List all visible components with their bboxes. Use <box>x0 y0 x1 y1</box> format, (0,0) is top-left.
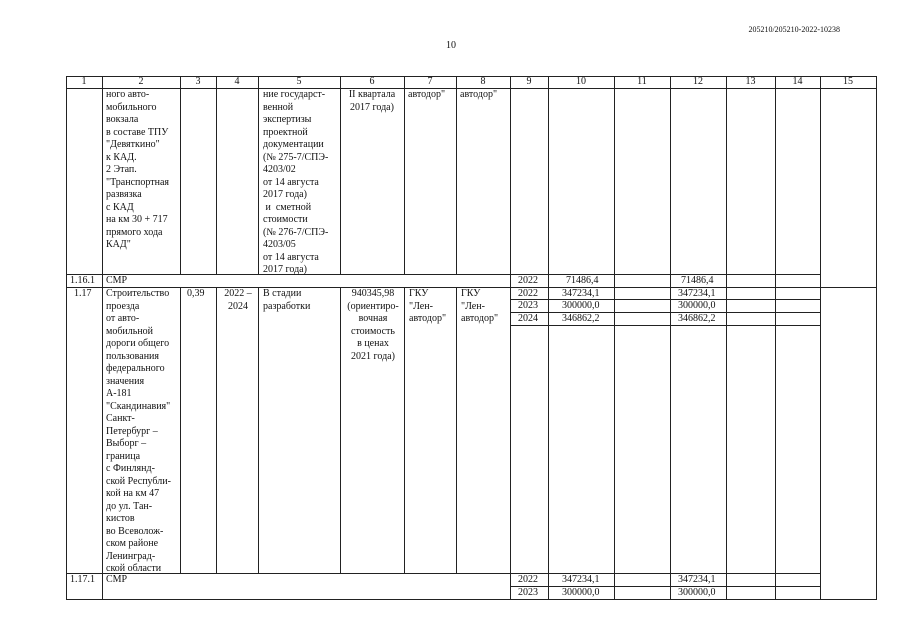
row-col10-value: 347234,1 <box>562 574 600 585</box>
row-year: 2022 <box>518 288 538 299</box>
row-col12-value: 300000,0 <box>678 300 716 311</box>
row-col10-value: 300000,0 <box>562 587 600 598</box>
header-col-3: 3 <box>195 76 201 87</box>
row-year: 2023 <box>518 300 538 311</box>
row-year: 2024 <box>518 313 538 324</box>
row-number: 1.17.1 <box>70 574 95 585</box>
row-col10-value: 300000,0 <box>562 300 600 311</box>
header-col-6: 6 <box>369 76 375 87</box>
header-col-11: 11 <box>637 76 647 87</box>
row-period: 2022 – 2024 <box>224 288 252 312</box>
row-name: СМР <box>106 275 128 286</box>
header-col-9: 9 <box>526 76 532 87</box>
row-developer: ГКУ "Лен- автодор" <box>461 288 499 324</box>
row-number: 1.16.1 <box>70 275 95 286</box>
row-year: 2022 <box>518 275 538 286</box>
row-year: 2023 <box>518 587 538 598</box>
cont-object-name: ного авто- мобильного вокзала в составе ТПУ "Девяткино" к КАД. 2 Этап. "Транспортная развязка с КАД на км 30 + 717 прямого хода КАД" <box>106 89 170 250</box>
header-col-14: 14 <box>792 76 803 87</box>
row-length: 0,39 <box>187 288 205 299</box>
header-col-2: 2 <box>138 76 144 87</box>
header-col-8: 8 <box>480 76 486 87</box>
header-col-1: 1 <box>81 76 87 87</box>
cont-customer: автодор" <box>408 89 446 100</box>
header-col-15: 15 <box>843 76 853 87</box>
row-col12-value: 347234,1 <box>678 574 716 585</box>
row-col12-value: 71486,4 <box>681 275 714 286</box>
row-col10-value: 346862,2 <box>562 313 600 324</box>
header-col-10: 10 <box>576 76 586 87</box>
document-id: 205210/205210-2022-10238 <box>748 25 840 34</box>
row-col12-value: 300000,0 <box>678 587 716 598</box>
row-name: СМР <box>106 574 128 585</box>
row-col10-value: 347234,1 <box>562 288 600 299</box>
row-year: 2022 <box>518 574 538 585</box>
row-object-name: Строительство проезда от авто- мобильной дороги общего пользования федерального значения А-181 "Скандинавия" Санкт- Петербург – Выборг – граница с Финлянд- ской Республи- кой на км 47 до ул. Тан- кистов во Всеволож- ском районе Ленинград- ской области <box>106 288 171 574</box>
row-customer: ГКУ "Лен- автодор" <box>409 288 447 324</box>
header-col-4: 4 <box>234 76 240 87</box>
row-status: В стадии разработки <box>263 288 311 312</box>
cont-expertise: ние государст- венной экспертизы проектной документации (№ 275-7/СПЭ- 4203/02 от 14 августа 2017 года) и сметной стоимости (№ 276-7/СПЭ- 4203/05 от 14 августа 2017 года) <box>263 89 329 275</box>
header-col-12: 12 <box>693 76 703 87</box>
page-number: 10 <box>446 40 456 51</box>
row-cost: 940345,98 (ориентиро- вочная стоимость в ценах 2021 года) <box>347 288 399 362</box>
cont-cost: II квартала 2017 года) <box>348 89 396 113</box>
row-col12-value: 346862,2 <box>678 313 716 324</box>
cont-developer: автодор" <box>460 89 498 100</box>
header-col-13: 13 <box>745 76 756 87</box>
row-col10-value: 71486,4 <box>566 275 599 286</box>
header-col-5: 5 <box>296 76 302 87</box>
header-col-7: 7 <box>427 76 433 87</box>
row-col12-value: 347234,1 <box>678 288 716 299</box>
row-number: 1.17 <box>74 288 92 299</box>
